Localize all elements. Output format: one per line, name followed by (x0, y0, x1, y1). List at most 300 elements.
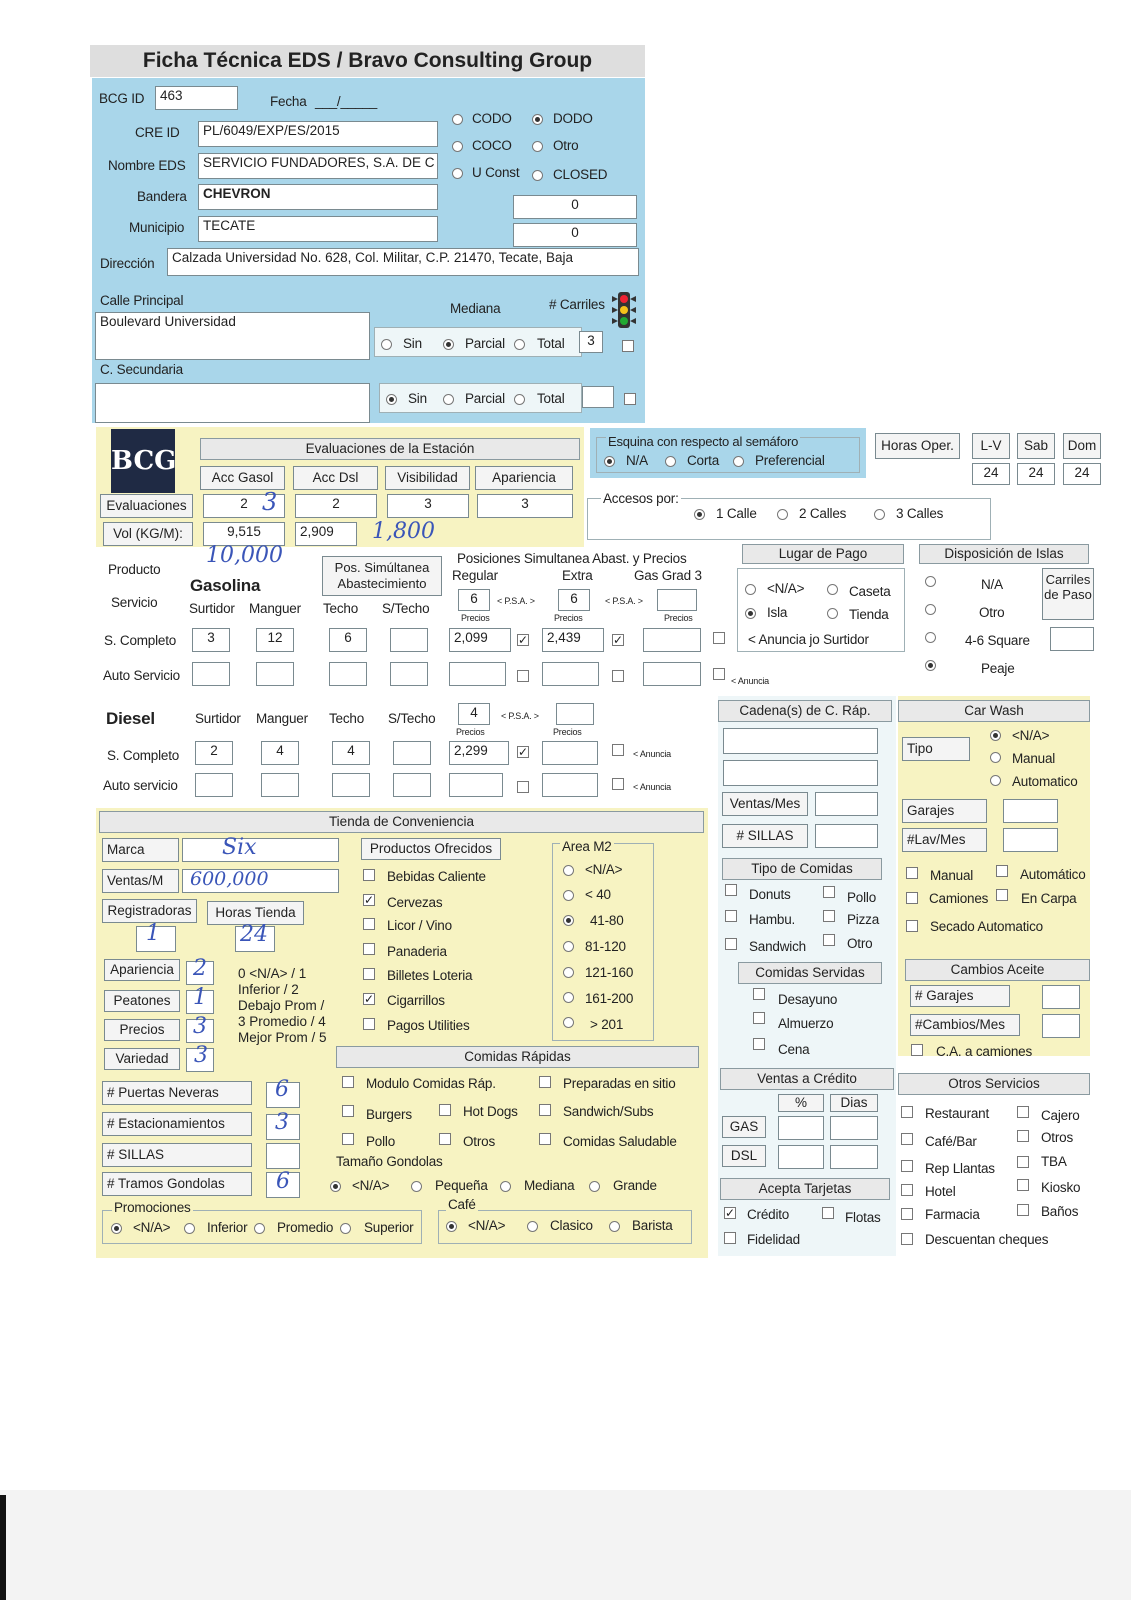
cadena-field-1[interactable] (723, 728, 878, 754)
vol-gasol[interactable]: 9,515 (203, 522, 285, 546)
credito-gas-dias[interactable] (830, 1116, 878, 1140)
puertas-label: # Puertas Neveras (102, 1081, 252, 1105)
checkbox-rep-llantas[interactable] (901, 1160, 913, 1172)
rep-llantas-label: Rep Llantas (925, 1161, 995, 1176)
horas-lv-field[interactable]: 24 (972, 463, 1010, 485)
dsl-s-completo-label: S. Completo (107, 748, 180, 763)
radio-pago-tienda-label: Tienda (849, 607, 889, 622)
farmacia-label: Farmacia (925, 1207, 980, 1222)
checkbox-flotas[interactable] (822, 1207, 834, 1219)
hw-horas: 24 (240, 922, 268, 947)
radio-area-na[interactable] (563, 865, 574, 876)
hw-peatones: 1 (193, 985, 207, 1010)
checkbox-utilities[interactable] (363, 1018, 375, 1030)
pos-title: Posiciones Simultanea Abast. y Precios (457, 551, 687, 566)
checkbox-cigarrillos[interactable]: ✓ (364, 992, 375, 1006)
radio-principal-parcial[interactable] (443, 339, 454, 350)
scan-edge (0, 1495, 6, 1600)
radio-secundaria-total-label: Total (537, 391, 565, 406)
radio-area-81-120-label: 81-120 (585, 939, 626, 954)
licor-label: Licor / Vino (387, 918, 452, 933)
checkbox-anuncia-grad3[interactable] (713, 632, 725, 644)
horas-tienda-label: Horas Tienda (207, 901, 304, 925)
promociones-title: Promociones (114, 1200, 191, 1215)
radio-gondola-na-label: <N/A> (352, 1178, 390, 1193)
checkbox-anuncia-dsl[interactable]: ✓ (518, 745, 529, 759)
precios-grad3: Precios (664, 613, 693, 623)
anuncia-as-gas: < Anuncia (731, 676, 769, 686)
radio-principal-parcial-label: Parcial (465, 336, 505, 351)
radio-uconst-label: U Const (472, 165, 520, 180)
peatones-label: Peatones (104, 990, 180, 1012)
cw-manual-label: Manual (930, 868, 974, 883)
checkbox-pollo-cr[interactable] (342, 1133, 354, 1145)
radio-carwash-na-label: <N/A> (1012, 728, 1050, 743)
dsl-col-s-techo: S/Techo (388, 711, 436, 726)
comidas-servidas-title: Comidas Servidas (738, 962, 882, 984)
radio-area-40[interactable] (563, 890, 574, 901)
radio-secundaria-parcial[interactable] (443, 394, 454, 405)
hw-registradoras: 1 (146, 921, 160, 946)
checkbox-modulo[interactable] (342, 1076, 354, 1088)
col-acc-dsl: Acc Dsl (293, 466, 378, 490)
gas-as-surtidor[interactable] (192, 662, 230, 686)
count-field-1[interactable]: 0 (513, 195, 637, 219)
radio-islas-square-label: 4-6 Square (965, 633, 1030, 648)
checkbox-secundaria[interactable] (624, 393, 636, 405)
col-techo: Techo (323, 601, 359, 616)
radio-cafe-clasico-label: Clasico (550, 1218, 593, 1233)
radio-principal-total[interactable] (514, 339, 525, 350)
count-field-2[interactable]: 0 (513, 223, 637, 247)
eval-visibilidad[interactable]: 3 (387, 494, 469, 518)
dsl-as-manguer[interactable] (261, 773, 299, 797)
radio-carwash-auto[interactable] (990, 775, 1001, 786)
radio-otro[interactable] (532, 141, 543, 152)
variedad-label: Variedad (104, 1048, 180, 1070)
checkbox-cw-carpa[interactable] (996, 889, 1008, 901)
bandera-field[interactable]: CHEVRON (198, 184, 438, 210)
cheques-label: Descuentan cheques (925, 1232, 1049, 1247)
credito-dsl-pct[interactable] (778, 1145, 824, 1169)
donuts-label: Donuts (749, 887, 791, 902)
col-acc-gasol: Acc Gasol (200, 466, 285, 490)
cadena-sillas-label: # SILLAS (722, 824, 808, 848)
tienda-sillas-field[interactable] (266, 1143, 300, 1169)
checkbox-otro-tc[interactable] (823, 934, 835, 946)
radio-otro-label: Otro (553, 138, 579, 153)
checkbox-preparadas[interactable] (539, 1076, 551, 1088)
apariencia-label: Apariencia (104, 959, 180, 981)
checkbox-as-dsl[interactable] (517, 781, 529, 793)
col-apariencia: Apariencia (475, 466, 573, 490)
checkbox-restaurant[interactable] (901, 1106, 913, 1118)
checkbox-almuerzo[interactable] (753, 1012, 765, 1024)
gas-as-stecho[interactable] (390, 662, 428, 686)
cw-secado-label: Secado Automatico (930, 919, 1043, 934)
dsl-sc-techo[interactable]: 4 (332, 741, 370, 765)
dsl-pos-2[interactable] (556, 703, 594, 725)
checkbox-tba[interactable] (1017, 1156, 1029, 1168)
horas-sab-field[interactable]: 24 (1017, 463, 1055, 485)
radio-promo-inferior-label: Inferior (207, 1220, 248, 1235)
gas-as-price-grad3[interactable] (643, 662, 701, 686)
checkbox-panaderia[interactable] (363, 943, 375, 955)
radio-principal-sin-label: Sin (403, 336, 422, 351)
burgers-label: Burgers (366, 1107, 412, 1122)
radio-closed[interactable] (532, 170, 543, 181)
psa-extra: < P.S.A. > (605, 596, 643, 606)
radio-esquina-corta[interactable] (665, 456, 676, 467)
col-s-techo: S/Techo (382, 601, 430, 616)
tienda-sillas-label: # SILLAS (102, 1143, 252, 1167)
radio-principal-sin[interactable] (381, 339, 392, 350)
eval-acc-gasol[interactable]: 2 (203, 494, 285, 518)
checkbox-bebidas[interactable] (363, 869, 375, 881)
gas-as-price-regular[interactable] (449, 662, 506, 686)
carwash-tipo-label: Tipo (902, 737, 970, 761)
gas-sc-surtidor[interactable]: 3 (192, 628, 230, 652)
utilities-label: Pagos Utilities (387, 1018, 470, 1033)
horas-day-lv: L-V (972, 433, 1010, 459)
dsl-pos[interactable]: 4 (458, 703, 490, 725)
credito-pct-label: % (778, 1094, 824, 1112)
radio-codo[interactable] (452, 114, 463, 125)
dsl-as-price[interactable] (449, 773, 503, 797)
radio-islas-peaje[interactable] (925, 660, 936, 671)
marca-field[interactable] (182, 838, 339, 862)
checkbox-cajero[interactable] (1017, 1106, 1029, 1118)
pos-extra[interactable]: 6 (558, 589, 590, 611)
checkbox-donuts[interactable] (725, 884, 737, 896)
fecha-label: Fecha (270, 94, 307, 109)
dsl-auto-servicio-label: Auto servicio (103, 778, 178, 793)
mediana-label: Mediana (450, 301, 501, 316)
checkbox-as-dsl-2[interactable] (612, 778, 624, 790)
cre-id-field[interactable]: PL/6049/EXP/ES/2015 (198, 121, 438, 147)
grade-grad3: Gas Grad 3 (634, 568, 702, 583)
radio-carwash-auto-label: Automatico (1012, 774, 1078, 789)
gas-s-completo-label: S. Completo (104, 633, 177, 648)
credito-dsl-dias[interactable] (830, 1145, 878, 1169)
radio-accesos-1[interactable] (694, 509, 705, 520)
anuncia-as-dsl: < Anuncia (633, 782, 671, 792)
eval-apariencia[interactable]: 3 (477, 494, 573, 518)
checkbox-hotdogs[interactable] (439, 1104, 451, 1116)
tramos-label: # Tramos Gondolas (102, 1172, 252, 1196)
radio-promo-na[interactable] (111, 1223, 122, 1234)
carwash-lav-field[interactable] (1003, 828, 1058, 852)
calle-secundaria-label: C. Secundaria (100, 362, 183, 377)
ventas-credito-title: Ventas a Crédito (720, 1068, 894, 1090)
ventas-mes-field[interactable] (815, 792, 878, 816)
grade-regular: Regular (452, 568, 498, 583)
radio-dodo-label: DODO (553, 111, 593, 126)
radio-esquina-na-label: N/A (626, 453, 648, 468)
dsl-sc-manguer[interactable]: 4 (261, 741, 299, 765)
cena-label: Cena (778, 1042, 810, 1057)
checkbox-fidelidad[interactable] (724, 1232, 736, 1244)
dsl-as-stecho[interactable] (393, 773, 431, 797)
radio-esquina-na[interactable] (604, 456, 615, 467)
checkbox-anuncia-extra[interactable]: ✓ (613, 633, 624, 647)
checkbox-cw-automatico[interactable] (996, 865, 1008, 877)
price-regular[interactable]: 2,099 (449, 628, 511, 652)
radio-cafe-na[interactable] (446, 1221, 457, 1232)
gas-sc-manguer[interactable]: 12 (256, 628, 294, 652)
esquina-title: Esquina con respecto al semáforo (608, 434, 799, 449)
radio-accesos-3[interactable] (874, 509, 885, 520)
credito-gas-label: GAS (722, 1116, 766, 1138)
cadena-field-2[interactable] (723, 760, 878, 786)
comidas-rapidas-title: Comidas Rápidas (336, 1046, 699, 1068)
radio-cafe-na-label: <N/A> (468, 1218, 506, 1233)
radio-coco[interactable] (452, 141, 463, 152)
dsl-as-techo[interactable] (332, 773, 370, 797)
checkbox-saludable[interactable] (539, 1133, 551, 1145)
checkbox-cervezas[interactable]: ✓ (364, 893, 375, 907)
radio-secundaria-sin[interactable] (386, 394, 397, 405)
aceite-garajes-field[interactable] (1042, 985, 1080, 1009)
radio-area-161-200-label: 161-200 (585, 991, 634, 1006)
radio-cafe-barista[interactable] (609, 1221, 620, 1232)
pizza-label: Pizza (847, 912, 880, 927)
radio-islas-na[interactable] (925, 576, 936, 587)
aceite-cambios-label: #Cambios/Mes (910, 1014, 1020, 1036)
gas-sc-stecho[interactable] (390, 628, 428, 652)
radio-dodo[interactable] (532, 114, 543, 125)
scan-bottom-margin (0, 1490, 1131, 1600)
credito-dsl-label: DSL (722, 1145, 766, 1167)
dsl-sc-stecho[interactable] (393, 741, 431, 765)
pos-grad3[interactable] (657, 589, 697, 611)
hw-puertas: 6 (275, 1077, 289, 1102)
anuncia-surtidor: < Anuncia jo Surtidor (748, 632, 869, 647)
price-dsl-2[interactable] (542, 741, 598, 765)
pos-sim-label: Pos. Simúltanea Abastecimiento (322, 556, 442, 596)
evaluaciones-row-label: Evaluaciones (100, 494, 193, 518)
checkbox-anuncia-dsl-2[interactable] (612, 744, 624, 756)
cafebar-label: Café/Bar (925, 1134, 977, 1149)
cre-id-label: CRE ID (135, 125, 180, 140)
radio-promo-inferior[interactable] (184, 1223, 195, 1234)
radio-area-121-160[interactable] (563, 967, 574, 978)
col-surtidor: Surtidor (189, 601, 235, 616)
radio-islas-otro[interactable] (925, 604, 936, 615)
psa-regular: < P.S.A. > (497, 596, 535, 606)
checkbox-loteria[interactable] (363, 968, 375, 980)
dsl-as-surtidor[interactable] (195, 773, 233, 797)
gas-as-price-extra[interactable] (542, 662, 599, 686)
radio-gondola-mediana[interactable] (500, 1181, 511, 1192)
gas-as-manguer[interactable] (256, 662, 294, 686)
checkbox-otros-serv[interactable] (1017, 1130, 1029, 1142)
radio-gondola-grande-label: Grande (613, 1178, 657, 1193)
direccion-field[interactable]: Calzada Universidad No. 628, Col. Militar, C.P. 21470, Tecate, Baja (167, 248, 639, 276)
radio-promo-superior-label: Superior (364, 1220, 414, 1235)
carriles-paso-field[interactable] (1050, 627, 1094, 651)
dsl-col-surtidor: Surtidor (195, 711, 241, 726)
radio-promo-promedio[interactable] (254, 1223, 265, 1234)
aceite-title: Cambios Aceite (905, 959, 1090, 981)
servicio-label: Servicio (111, 595, 158, 610)
checkbox-pizza[interactable] (823, 910, 835, 922)
checkbox-anuncia-regular[interactable]: ✓ (518, 633, 529, 647)
checkbox-kiosko[interactable] (1017, 1179, 1029, 1191)
horas-oper-label: Horas Oper. (875, 433, 960, 459)
sandwich-subs-label: Sandwich/Subs (563, 1104, 654, 1119)
checkbox-sandwich-subs[interactable] (539, 1104, 551, 1116)
checkbox-sandwich[interactable] (725, 938, 737, 950)
radio-uconst[interactable] (452, 168, 463, 179)
radio-pago-isla-label: Isla (767, 605, 788, 620)
precios-label: Precios (104, 1019, 180, 1041)
checkbox-burgers[interactable] (342, 1105, 354, 1117)
carriles-principal-field[interactable]: 3 (579, 331, 603, 353)
estac-label: # Estacionamientos (102, 1112, 252, 1136)
col-visibilidad: Visibilidad (385, 466, 470, 490)
price-dsl[interactable]: 2,299 (449, 741, 509, 765)
checkbox-as-grad3[interactable] (713, 668, 725, 680)
sandwich-label: Sandwich (749, 939, 806, 954)
vol-label: Vol (KG/M): (103, 522, 193, 546)
radio-area-40-label: < 40 (585, 887, 611, 902)
checkbox-banos[interactable] (1017, 1204, 1029, 1216)
radio-pago-na[interactable] (745, 584, 756, 595)
gas-as-techo[interactable] (329, 662, 367, 686)
calle-secundaria-field[interactable] (95, 383, 370, 423)
municipio-field[interactable]: TECATE (198, 216, 438, 242)
credito-dias-label: Dias (830, 1094, 878, 1112)
calle-principal-field[interactable]: Boulevard Universidad (95, 312, 370, 360)
price-grad3[interactable] (643, 628, 701, 652)
carriles-paso-label: Carriles de Paso (1042, 568, 1094, 620)
radio-gondola-grande[interactable] (589, 1181, 600, 1192)
radio-area-41-80[interactable] (563, 915, 574, 926)
fidelidad-label: Fidelidad (747, 1232, 800, 1247)
checkbox-desayuno[interactable] (753, 988, 765, 1000)
hw-ventas: 600,000 (190, 868, 269, 890)
radio-promo-na-label: <N/A> (133, 1220, 171, 1235)
cadena-sillas-field[interactable] (815, 824, 878, 848)
carwash-garajes-label: Garajes (902, 799, 987, 823)
almuerzo-label: Almuerzo (778, 1016, 834, 1031)
desayuno-label: Desayuno (778, 992, 838, 1007)
checkbox-licor[interactable] (363, 918, 375, 930)
credito-gas-pct[interactable] (778, 1116, 824, 1140)
aceite-cambios-field[interactable] (1042, 1014, 1080, 1038)
hw-estac: 3 (275, 1110, 289, 1135)
radio-carwash-manual[interactable] (990, 752, 1001, 763)
vol-dsl[interactable]: 2,909 (295, 522, 357, 546)
hw-eval-gasol: 3 (262, 488, 278, 516)
gondolas-title: Tamaño Gondolas (336, 1154, 443, 1169)
checkbox-cena[interactable] (753, 1038, 765, 1050)
checkbox-as-extra[interactable] (612, 670, 624, 682)
radio-esquina-preferencial[interactable] (733, 456, 744, 467)
price-extra[interactable]: 2,439 (542, 628, 604, 652)
dsl-sc-surtidor[interactable]: 2 (195, 741, 233, 765)
checkbox-cw-camiones[interactable] (906, 892, 918, 904)
radio-area-201[interactable] (563, 1017, 574, 1028)
checkbox-cafebar[interactable] (901, 1133, 913, 1145)
gas-sc-techo[interactable]: 6 (329, 628, 367, 652)
bcg-id-field[interactable]: 463 (155, 86, 238, 110)
grade-extra: Extra (562, 568, 593, 583)
radio-pago-tienda[interactable] (827, 608, 838, 619)
municipio-label: Municipio (129, 220, 185, 235)
pos-regular[interactable]: 6 (458, 589, 490, 611)
checkbox-credito[interactable]: ✓ (725, 1206, 736, 1220)
radio-accesos-2-label: 2 Calles (799, 506, 847, 521)
checkbox-ca-camiones[interactable] (911, 1044, 923, 1056)
checkbox-farmacia[interactable] (901, 1208, 913, 1220)
accesos-label: Accesos por: (603, 491, 679, 506)
checkbox-pollo-tc[interactable] (823, 886, 835, 898)
col-manguer: Manguer (249, 601, 301, 616)
otros-serv-label: Otros (1041, 1130, 1074, 1145)
precios-extra: Precios (554, 613, 583, 623)
checkbox-cw-manual[interactable] (906, 867, 918, 879)
tarjetas-title: Acepta Tarjetas (720, 1178, 890, 1200)
carwash-lav-label: #Lav/Mes (902, 828, 987, 852)
horas-dom-field[interactable]: 24 (1063, 463, 1101, 485)
productos-title: Productos Ofrecidos (361, 838, 501, 860)
kiosko-label: Kiosko (1041, 1180, 1081, 1195)
radio-secundaria-total[interactable] (514, 394, 525, 405)
gasolina-label: Gasolina (190, 576, 261, 595)
hw-tramos: 6 (276, 1169, 290, 1194)
radio-islas-square[interactable] (925, 632, 936, 643)
dsl-as-price-2[interactable] (542, 773, 598, 797)
carwash-garajes-field[interactable] (1003, 799, 1058, 823)
radio-carwash-na[interactable] (990, 730, 1001, 741)
radio-area-161-200[interactable] (563, 992, 574, 1003)
restaurant-label: Restaurant (925, 1106, 990, 1121)
radio-accesos-2[interactable] (777, 509, 788, 520)
radio-closed-label: CLOSED (553, 167, 608, 182)
hw-variedad: 3 (194, 1043, 208, 1068)
nombre-field[interactable]: SERVICIO FUNDADORES, S.A. DE C (198, 153, 438, 179)
carriles-secundaria-field[interactable] (582, 386, 614, 408)
checkbox-cw-secado[interactable] (906, 920, 918, 932)
radio-gondola-pequena[interactable] (411, 1181, 422, 1192)
cw-camiones-label: Camiones (929, 891, 989, 906)
precios-dsl-2: Precios (553, 727, 582, 737)
registradoras-label: Registradoras (102, 899, 197, 923)
radio-area-81-120[interactable] (563, 941, 574, 952)
radio-promo-superior[interactable] (340, 1223, 351, 1234)
radio-pago-caseta[interactable] (827, 584, 838, 595)
checkbox-cheques[interactable] (901, 1233, 913, 1245)
fecha-value: ___/_____ (315, 94, 378, 109)
checkbox-as-regular[interactable] (517, 670, 529, 682)
modulo-label: Modulo Comidas Ráp. (366, 1076, 496, 1091)
banos-label: Baños (1041, 1204, 1079, 1219)
radio-pago-caseta-label: Caseta (849, 584, 891, 599)
checkbox-hambu[interactable] (725, 910, 737, 922)
cigarrillos-label: Cigarrillos (387, 993, 445, 1008)
radio-cafe-clasico[interactable] (527, 1221, 538, 1232)
radio-gondola-na[interactable] (330, 1181, 341, 1192)
checkbox-hotel[interactable] (901, 1184, 913, 1196)
checkbox-principal[interactable] (622, 340, 634, 352)
eval-acc-dsl[interactable]: 2 (295, 494, 377, 518)
radio-secundaria-parcial-label: Parcial (465, 391, 505, 406)
checkbox-otros-cr[interactable] (439, 1133, 451, 1145)
radio-pago-isla[interactable] (745, 608, 756, 619)
psa-dsl: < P.S.A. > (501, 711, 539, 721)
